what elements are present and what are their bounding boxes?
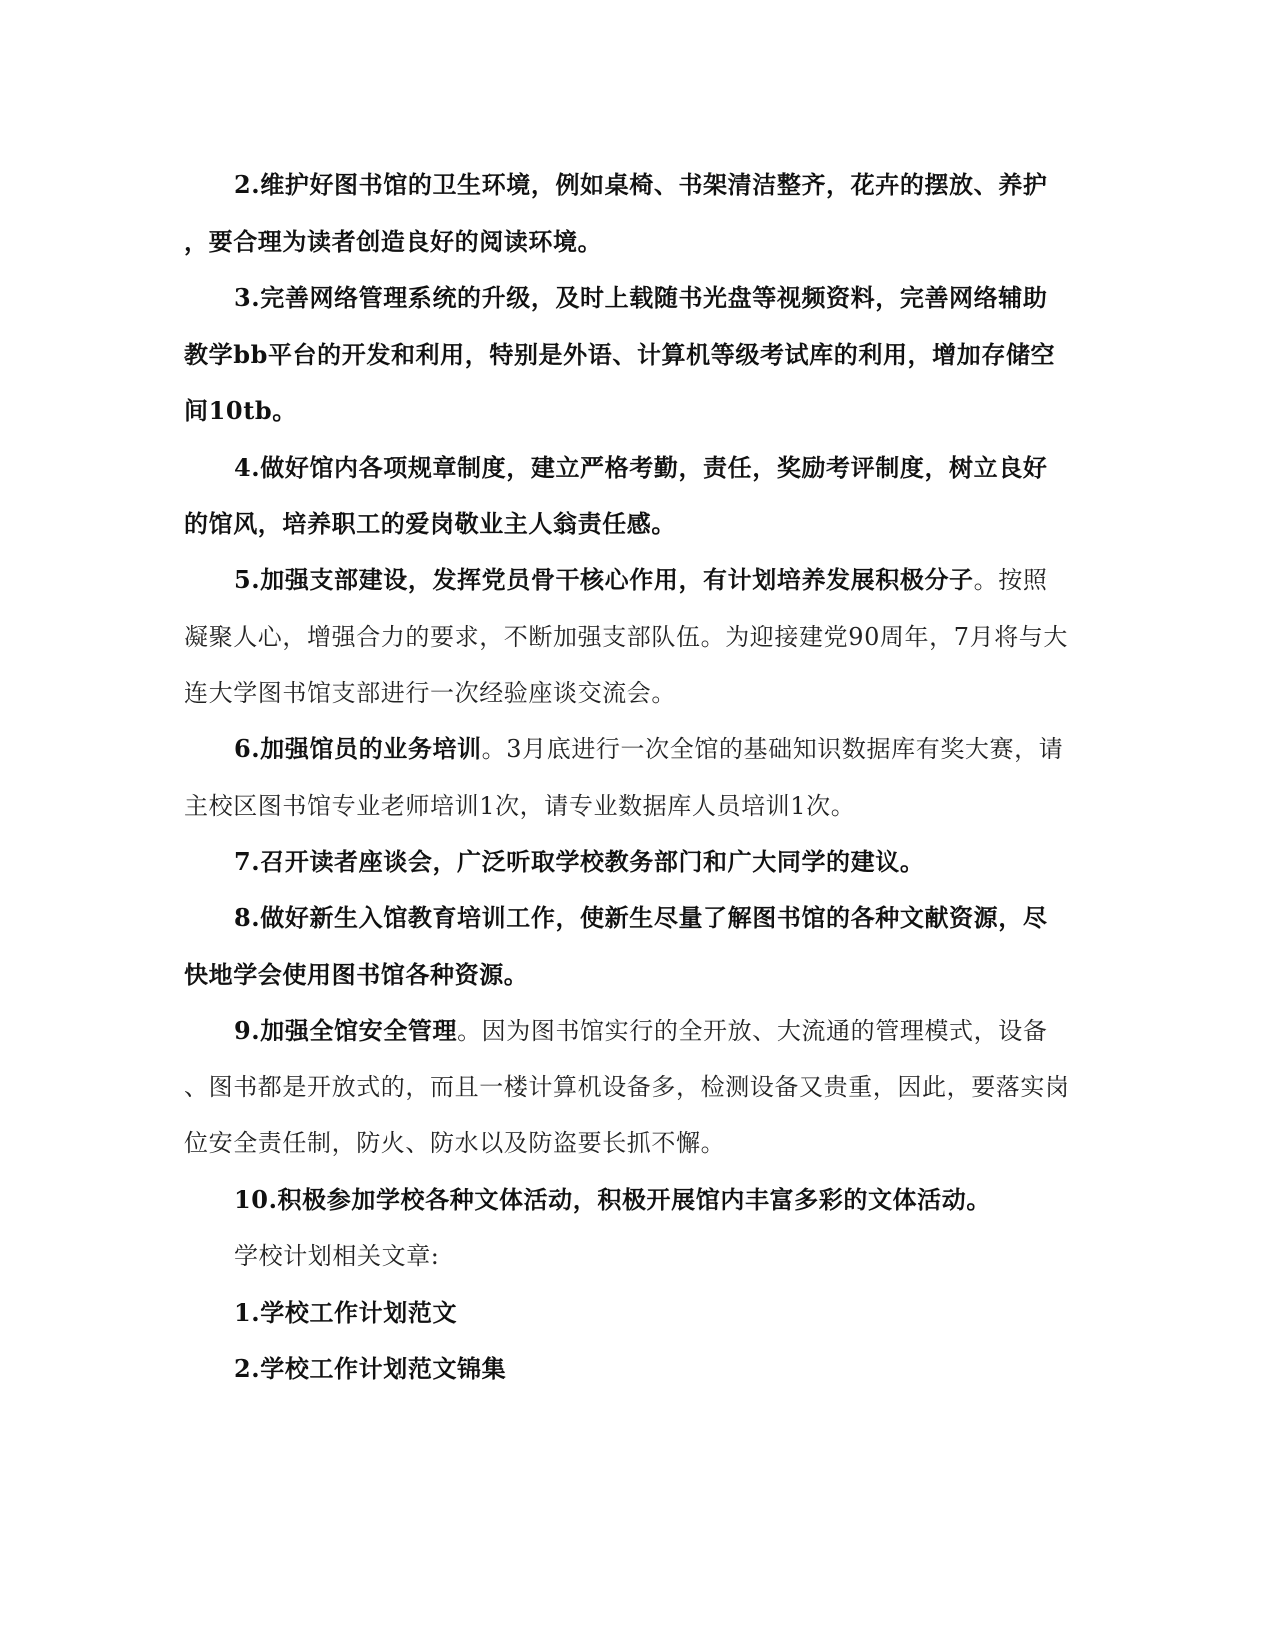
paragraph-line: 4.做好馆内各项规章制度，建立严格考勤，责任，奖励考评制度，树立良好 bbox=[234, 453, 1048, 482]
related-heading: 学校计划相关文章: bbox=[234, 1242, 440, 1270]
paragraph-line: 快地学会使用图书馆各种资源。 bbox=[184, 960, 529, 989]
paragraph-line: 连大学图书馆支部进行一次经验座谈交流会。 bbox=[184, 679, 676, 707]
paragraph-line bbox=[234, 734, 1063, 764]
paragraph-line: ，要合理为读者创造良好的阅读环境。 bbox=[184, 227, 603, 256]
paragraph-line: 8.做好新生入馆教育培训工作，使新生尽量了解图书馆的各种文献资源，尽 bbox=[234, 903, 1048, 932]
paragraph-line: 位安全责任制，防火、防水以及防盗要长抓不懈。 bbox=[184, 1129, 726, 1157]
paragraph-line: 教学bb平台的开发和利用，特别是外语、计算机等级考试库的利用，增加存储空 bbox=[184, 340, 1056, 369]
paragraph-line: 、图书都是开放式的，而且一楼计算机设备多，检测设备又贵重，因此，要落实岗 bbox=[184, 1073, 1070, 1101]
related-link[interactable]: 1.学校工作计划范文 bbox=[234, 1298, 458, 1327]
paragraph-text: 。3月底进行一次全馆的基础知识数据库有奖大赛，请 bbox=[481, 735, 1064, 763]
paragraph-text: 。因为图书馆实行的全开放、大流通的管理模式，设备 bbox=[457, 1017, 1048, 1045]
paragraph-line: 间10tb。 bbox=[184, 396, 297, 425]
paragraph-line: 凝聚人心，增强合力的要求，不断加强支部队伍。为迎接建党90周年，7月将与大 bbox=[184, 623, 1069, 651]
paragraph-line: 主校区图书馆专业老师培训1次，请专业数据库人员培训1次。 bbox=[184, 792, 856, 820]
paragraph-line bbox=[234, 565, 1047, 595]
paragraph-line: 的馆风，培养职工的爱岗敬业主人翁责任感。 bbox=[184, 509, 676, 538]
paragraph-line bbox=[234, 1016, 1047, 1046]
paragraph-line: 10.积极参加学校各种文体活动，积极开展馆内丰富多彩的文体活动。 bbox=[234, 1185, 991, 1214]
paragraph-line: 7.召开读者座谈会，广泛听取学校教务部门和广大同学的建议。 bbox=[234, 847, 925, 876]
paragraph-lead: 9.加强全馆安全管理 bbox=[234, 1016, 458, 1045]
paragraph-line: 2.维护好图书馆的卫生环境，例如桌椅、书架清洁整齐，花卉的摆放、养护 bbox=[234, 170, 1048, 199]
related-link[interactable]: 2.学校工作计划范文锦集 bbox=[234, 1354, 507, 1383]
paragraph-line: 3.完善网络管理系统的升级，及时上载随书光盘等视频资料，完善网络辅助 bbox=[234, 283, 1048, 312]
paragraph-lead: 6.加强馆员的业务培训 bbox=[234, 734, 482, 763]
paragraph-lead: 5.加强支部建设，发挥党员骨干核心作用，有计划培养发展积极分子 bbox=[234, 565, 974, 594]
paragraph-text: 。按照 bbox=[973, 566, 1048, 594]
